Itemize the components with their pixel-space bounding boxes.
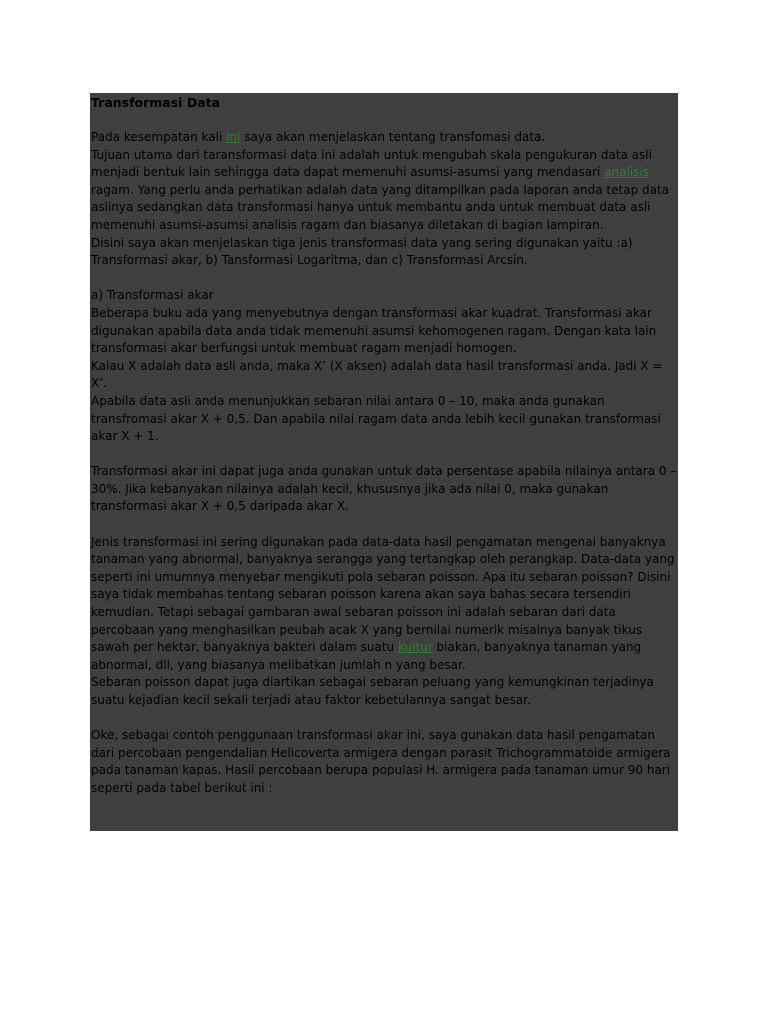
paragraph-intro (91, 129, 678, 147)
document-body (90, 93, 678, 831)
section-heading: a) Transformasi akar (91, 288, 214, 303)
text: biakan, banyaknya tanaman yang abnormal, dll, yang biasanya melibatkan jumlah n yang besar. (91, 640, 642, 672)
text: Jenis transformasi ini sering digunakan pada data-data hasil pengamatan mengenai banyaknya tanaman yang abnormal, banyaknya serangga yang tertangkap oleh perangkap. Data-data yang seperti ini umumnya menyebar mengikuti pola sebaran poisson. Apa itu sebaran poisson? Disini saya tidak membahas tentang sebaran poisson karena akan saya bahas secara tersendiri kemudian. Tetapi sebagai gambaran awal sebaran poisson ini adalah sebaran dari data percobaan yang menghasilkan peubah acak X yang bernilai numerik misalnya banyak tikus sawah per hektar, banyaknya bakteri dalam suatu (91, 534, 675, 655)
link-analisis[interactable]: analisis (604, 165, 650, 180)
text: ragam. Yang perlu anda perhatikan adalah data yang ditampilkan pada laporan anda tetap data aslinya sedangkan data transformasi hanya untuk membantu anda untuk membuat data asli memenuhi asumsi-asumsi analisis ragam dan biasanya diletakan di bagian lampiran. (91, 182, 670, 232)
paragraph-purpose (91, 147, 678, 235)
paragraph-s5 (91, 534, 678, 675)
text: Pada kesempatan kali (91, 130, 227, 144)
spacer (91, 112, 678, 129)
paragraph-s1: Beberapa buku ada yang menyebutnya dengan transformasi akar kuadrat. Transformasi akar digunakan apabila data anda tidak memenuhi asumsi kehomogenen ragam. Dengan kata lain transformasi akar berfungsi untuk membuat ragam menjadi homogen. (91, 305, 657, 356)
paragraph-s2: Kalau X adalah data asli anda, maka X’ (X aksen) adalah data hasil transformasi anda. Jadi X = X’. (91, 358, 663, 391)
paragraph-types: Disini saya akan menjelaskan tiga jenis transformasi data yang sering digunakan yaitu :a) Transformasi akar, b) Tansformasi Logaritma, dan c) Transformasi Arcsin. (91, 235, 633, 268)
spacer (91, 446, 678, 464)
link-kultur[interactable]: kultur (397, 640, 433, 655)
paragraph-s7: Oke, sebagai contoh penggunaan transformasi akar ini, saya gunakan data hasil pengamatan dari percobaan pengendalian Helicoverta armigera dengan parasit Trichogrammatoide armigera pada tanaman kapas. Hasil percobaan berupa populasi H. armigera pada tanaman umur 90 hari seperti pada tabel berikut ini : (91, 728, 671, 795)
spacer (91, 516, 678, 534)
text: Tujuan utama dari taransformasi data ini adalah untuk mengubah skala pengukuran data asli menjadi bentuk lain sehingga data dapat memenuhi asumsi-asumsi yang mendasari (91, 147, 652, 180)
spacer (91, 270, 678, 288)
link-ini[interactable]: ini (226, 130, 241, 144)
spacer (91, 710, 678, 728)
text: saya akan menjelaskan tentang transfomasi data. (240, 130, 546, 144)
document-title: Transformasi Data (91, 95, 221, 110)
paragraph-s4: Transformasi akar ini dapat juga anda gunakan untuk data persentase apabila nilainya antara 0 – 30%. Jika kebanyakan nilainya adalah kecil, khususnya jika ada nilai 0, maka gunakan transformasi akar X + 0,5 daripada akar X. (91, 464, 677, 514)
paragraph-s6: Sebaran poisson dapat juga diartikan sebagai sebaran peluang yang kemungkinan terjadinya suatu kejadian kecil sekali terjadi atau faktor kebetulannya sangat besar. (91, 675, 654, 707)
paragraph-s3: Apabila data asli anda menunjukkan sebaran nilai antara 0 – 10, maka anda gunakan transfromasi akar X + 0,5. Dan apabila nilai ragam data anda lebih kecil gunakan transformasi akar X + 1. (91, 393, 661, 444)
